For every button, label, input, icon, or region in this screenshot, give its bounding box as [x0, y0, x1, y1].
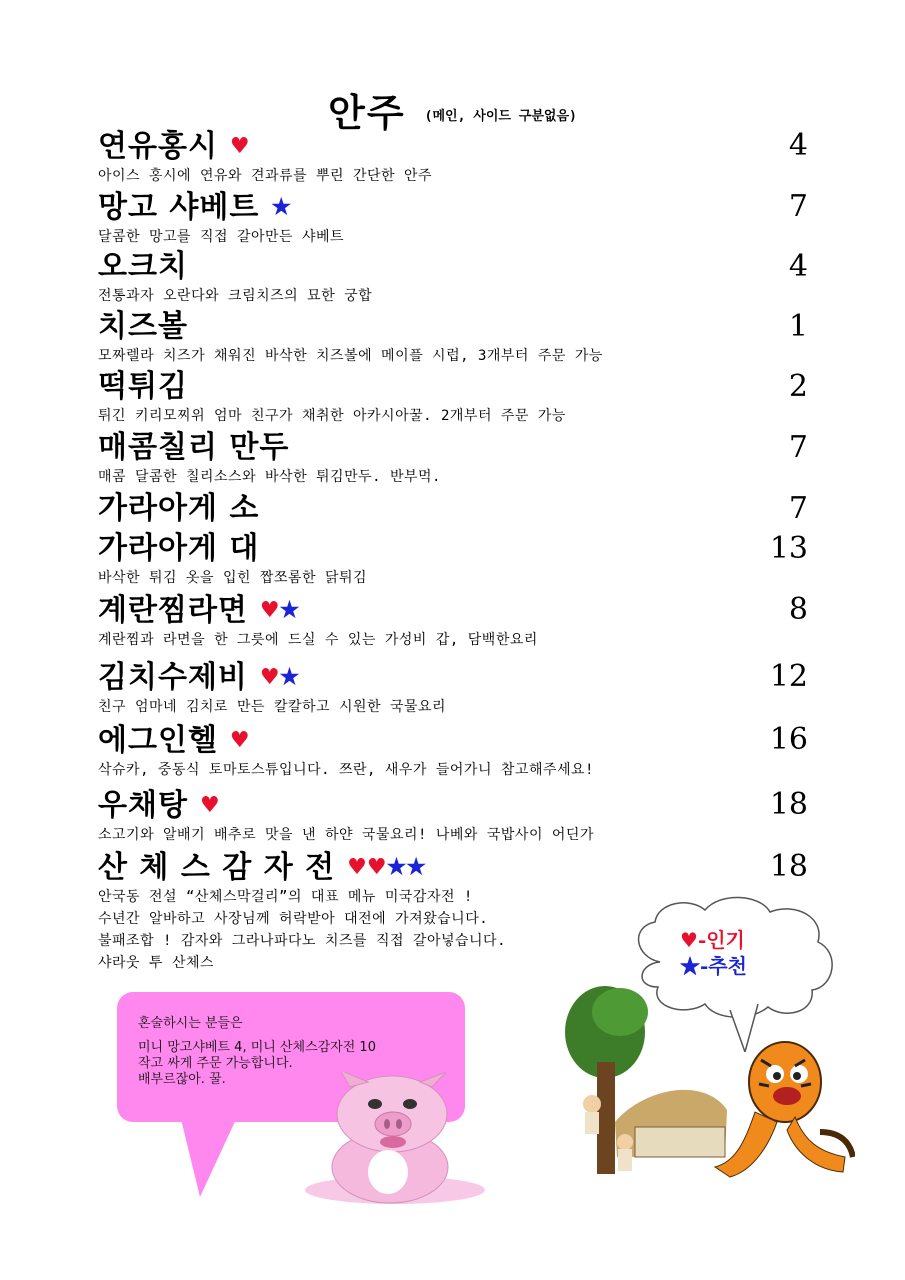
item-description-line: 수년간 알바하고 사장님께 허락받아 대전에 가져왔습니다. — [98, 911, 489, 927]
item-description: 모짜렐라 치즈가 채워진 바삭한 치즈볼에 메이플 시럽, 3개부터 주문 가능 — [98, 348, 603, 364]
menu-item-egg-in-hell — [98, 722, 808, 780]
recommended-star-icon: ★ — [279, 597, 300, 623]
menu-item-chili-mandu — [98, 430, 808, 487]
item-price: 1 — [788, 309, 808, 344]
heart-star-icons — [347, 854, 426, 880]
item-name: 치즈볼 — [98, 309, 188, 344]
item-description: 바삭한 튀김 옷을 입힌 짭쪼롬한 닭튀김 — [98, 570, 368, 586]
item-name: 떡튀김 — [98, 369, 188, 404]
heart-star-icons — [260, 664, 299, 690]
item-price: 13 — [769, 531, 808, 566]
legend-recommended-label: -추천 — [700, 954, 747, 978]
item-price: 12 — [769, 659, 808, 694]
note-line: 미니 망고샤베트 4, 미니 산체스감자전 10 — [138, 1040, 376, 1055]
menu-item-okeuchi — [98, 249, 808, 306]
note-line: 배부르잖아. 꿀. — [138, 1072, 226, 1087]
item-name: 김치수제비 — [98, 660, 248, 695]
item-description: 계란찜과 라면을 한 그릇에 드실 수 있는 가성비 갑, 담백한요리 — [98, 632, 538, 648]
note-line: 작고 싸게 주문 가능합니다. — [138, 1056, 293, 1071]
item-description: 삭슈카, 중동식 토마토스튜입니다. 쯔란, 새우가 들어가니 참고해주세요! — [98, 762, 594, 778]
item-price: 7 — [788, 491, 808, 526]
page-title: 안주 — [328, 90, 406, 135]
menu-item-karaage-small — [98, 491, 808, 527]
item-price: 18 — [769, 787, 808, 822]
item-description: 친구 엄마네 김치로 만든 칼칼하고 시원한 국물요리 — [98, 699, 447, 715]
item-price: 4 — [788, 128, 808, 163]
item-price: 8 — [788, 592, 808, 627]
recommended-star-icon: ★★ — [386, 854, 427, 880]
popular-heart-icon: ♥ — [259, 664, 280, 690]
popular-heart-icon: ♥ — [229, 727, 250, 753]
item-name: 산 체 스 감 자 전 — [98, 850, 336, 885]
item-price: 18 — [769, 849, 808, 884]
bubble-tail — [180, 1115, 238, 1197]
pig-illustration — [300, 1072, 495, 1207]
popular-heart-icon: ♥ — [199, 792, 220, 818]
menu-item-karaage-large — [98, 531, 808, 588]
item-description: 소고기와 알배기 배추로 맛을 낸 하얀 국물요리! 나베와 국밥사이 어딘가 — [98, 827, 594, 843]
menu-item-mango-sherbet — [98, 189, 808, 247]
item-price: 16 — [769, 722, 808, 757]
menu-item-kimchi-sujebi — [98, 659, 808, 717]
item-price: 2 — [788, 369, 808, 404]
legend — [680, 927, 747, 979]
recommended-star-icon: ★ — [279, 664, 300, 690]
item-name: 우채탕 — [98, 788, 188, 823]
item-description-line: 안국동 전설 “산체스막걸리”의 대표 메뉴 미국감자전 ! — [98, 889, 473, 905]
note-line: 혼술하시는 분들은 — [138, 1016, 243, 1031]
menu-item-egg-ramen — [98, 592, 808, 650]
menu-item-tteok-twigim — [98, 369, 808, 426]
tiger-scene-illustration — [555, 982, 855, 1182]
heart-star-icons — [260, 597, 299, 623]
item-name: 망고 샤베트 — [98, 190, 260, 225]
item-price: 4 — [788, 249, 808, 284]
item-description: 튀긴 키리모찌위 엄마 친구가 채취한 아카시아꿀. 2개부터 주문 가능 — [98, 408, 566, 424]
item-description: 전통과자 오란다와 크림치즈의 묘한 궁합 — [98, 288, 373, 304]
item-name: 에그인헬 — [98, 723, 218, 758]
page-subtitle: (메인, 사이드 구분없음) — [424, 109, 577, 124]
recommended-star-icon: ★ — [271, 194, 292, 220]
item-name: 계란찜라면 — [98, 593, 248, 628]
heart-icon: ♥ — [680, 928, 698, 952]
item-description-line: 샤라웃 투 산체스 — [98, 955, 215, 971]
star-icon: ★ — [680, 954, 700, 978]
legend-popular-label: -인기 — [697, 928, 745, 952]
item-name: 오크치 — [98, 249, 188, 284]
item-price: 7 — [788, 189, 808, 224]
item-name: 가라아게 대 — [98, 531, 260, 566]
menu-item-yeonyu-hongsi — [98, 128, 808, 186]
popular-heart-icon: ♥ — [229, 133, 250, 159]
item-description-line: 불패조합 ! 감자와 그라나파다노 치즈를 직접 갈아넣습니다. — [98, 933, 507, 949]
popular-heart-icon: ♥ — [259, 597, 280, 623]
menu-item-uchaetang — [98, 787, 808, 845]
item-name: 연유홍시 — [98, 129, 218, 164]
popular-heart-icon: ♥♥ — [347, 854, 387, 880]
item-price: 7 — [788, 430, 808, 465]
item-description: 매콤 달콤한 칠리소스와 바삭한 튀김만두. 반부먹. — [98, 469, 441, 485]
item-description: 달콤한 망고를 직접 갈아만든 샤베트 — [98, 229, 345, 245]
item-name: 가라아게 소 — [98, 491, 260, 526]
item-description: 아이스 홍시에 연유와 견과류를 뿌린 간단한 안주 — [98, 168, 433, 184]
menu-item-cheese-ball — [98, 309, 808, 366]
item-name: 매콤칠리 만두 — [98, 430, 290, 465]
